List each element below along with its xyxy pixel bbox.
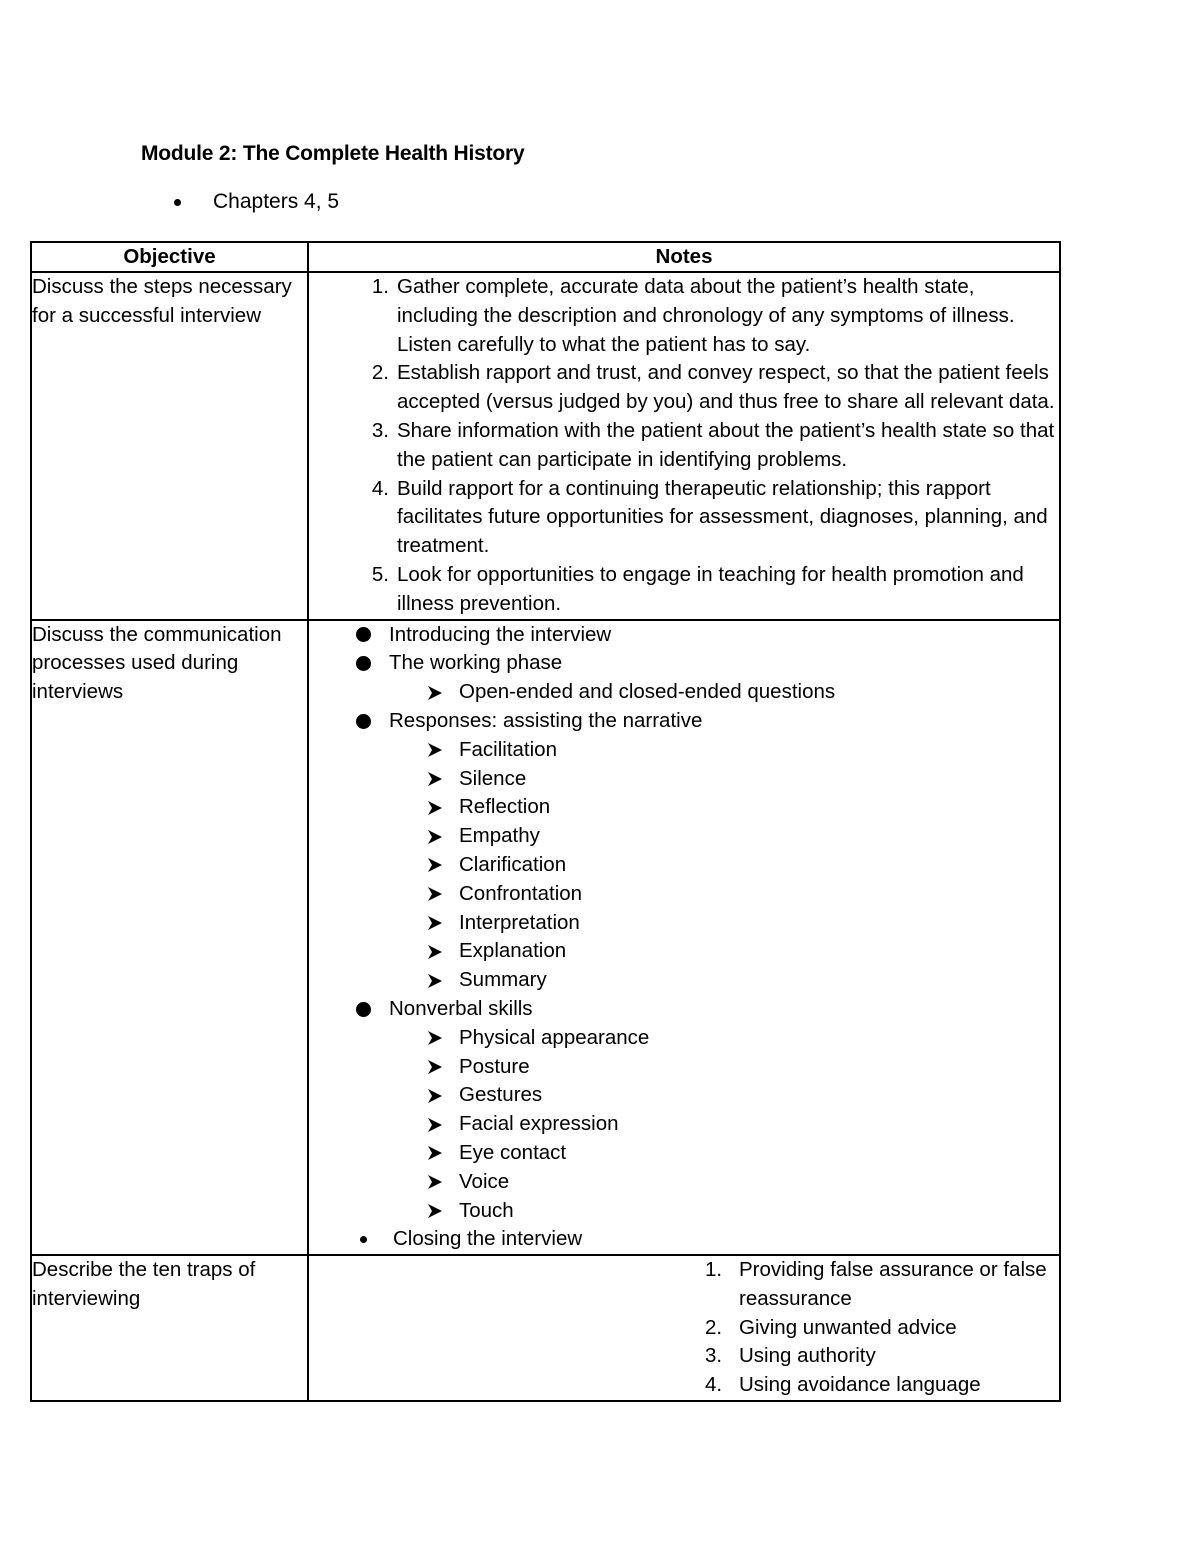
item-number: 4. [371,476,389,500]
sub-list-item [309,793,1059,822]
arrowhead-icon [427,915,443,931]
objective-cell: Discuss the communication processes used during interviews [31,620,308,1256]
item-text: Look for opportunities to engage in teaching for health promotion and illness prevention. [397,562,1024,615]
arrowhead-icon [427,1030,443,1046]
item-number: 3. [371,418,389,442]
item-text: Introducing the interview [389,622,612,646]
sub-list-item [309,909,1059,938]
objective-cell: Describe the ten traps of interviewing [31,1255,308,1401]
list-item [309,621,1059,650]
table-header-row [31,242,1060,272]
table-row [31,272,1060,620]
item-text: Gestures [459,1083,543,1107]
sub-list-item [309,1168,1059,1197]
arrowhead-icon [427,973,443,989]
arrowhead-icon [427,1088,443,1104]
header-notes: Notes [308,242,1060,272]
item-number: 4. [705,1373,723,1397]
arrowhead-icon [427,829,443,845]
item-text: Interpretation [459,910,580,934]
sub-list-item [309,736,1059,765]
item-text: Using authority [739,1344,876,1368]
sub-list-item [309,880,1059,909]
bullet-icon [360,1236,367,1243]
item-number: 1. [371,275,389,298]
arrowhead-icon [427,857,443,873]
item-text: Voice [459,1169,510,1193]
sub-list [309,736,1059,995]
item-text: Eye contact [459,1140,567,1164]
item-text: Posture [459,1054,530,1078]
list-item [309,1225,1059,1254]
item-text: Reflection [459,795,551,819]
sub-list-item [309,1024,1059,1053]
list-item [309,1371,1059,1400]
arrowhead-icon [427,742,443,758]
list-item [309,417,1059,475]
item-text: Gather complete, accurate data about the patient’s health state, including the description and chronology of any symptoms of illness. Listen carefully to what the patient has to say. [397,275,1015,356]
item-number: 2. [705,1315,723,1339]
item-text: Giving unwanted advice [739,1315,957,1339]
arrowhead-icon [427,771,443,787]
numbered-list [309,273,1059,619]
arrowhead-icon [427,1203,443,1219]
sub-list-item [309,851,1059,880]
arrowhead-icon [427,1174,443,1190]
notes-cell [308,1255,1060,1401]
sub-list-item [309,765,1059,794]
item-text: Facial expression [459,1112,619,1136]
item-text: Closing the interview [393,1227,583,1251]
bullet-icon [356,656,371,671]
bullet-icon [356,627,371,642]
item-text: The working phase [389,651,563,675]
page-title: Module 2: The Complete Health History [141,142,525,165]
list-item [309,1256,1059,1314]
arrowhead-icon [427,1145,443,1161]
item-text: Establish rapport and trust, and convey respect, so that the patient feels accepted (versus judged by you) and thus free to share all relevant data. [397,361,1055,414]
item-text: Touch [459,1198,514,1222]
chapters-text: Chapters 4, 5 [213,190,340,213]
table-row [31,1255,1060,1401]
arrowhead-icon [427,944,443,960]
notes-cell [308,272,1060,620]
sub-list [309,1024,1059,1226]
arrowhead-icon [427,1059,443,1075]
item-text: Responses: assisting the narrative [389,708,703,732]
list-item [309,273,1059,359]
table-row [31,620,1060,1256]
arrowhead-icon [427,1117,443,1133]
list-item [309,1342,1059,1371]
sub-list-item [309,1053,1059,1082]
item-number: 2. [371,361,389,385]
list-item [309,561,1059,619]
objective-cell: Discuss the steps necessary for a successful interview [31,272,308,620]
sub-list-item [309,1081,1059,1110]
item-text: Build rapport for a continuing therapeutic relationship; this rapport facilitates future opportunities for assessment, diagnoses, planning, and treatment. [397,476,1048,558]
item-text: Providing false assurance or false reassurance [739,1258,1047,1310]
item-number: 1. [705,1258,723,1282]
list-item [309,707,1059,736]
sub-list-item [309,1197,1059,1226]
item-text: Empathy [459,824,540,848]
bullet-dot-icon [174,199,181,206]
sub-list-item [309,678,1059,707]
item-text: Summary [459,968,547,992]
sub-list-item [309,937,1059,966]
sub-list [309,678,1059,707]
list-item [309,995,1059,1024]
bullet-icon [356,714,371,729]
list-item [309,1314,1059,1343]
list-item [309,475,1059,561]
item-number: 3. [705,1344,723,1368]
item-text: Clarification [459,852,567,876]
arrowhead-icon [427,886,443,902]
item-text: Nonverbal skills [389,996,533,1020]
arrowhead-icon [427,800,443,816]
sub-list-item [309,966,1059,995]
notes-cell [308,620,1060,1256]
objectives-table [30,241,1061,1402]
header-objective: Objective [31,242,308,272]
arrowhead-icon [427,685,443,701]
sub-list-item [309,1110,1059,1139]
item-text: Facilitation [459,737,557,761]
bullet-icon [356,1002,371,1017]
item-text: Confrontation [459,881,583,905]
item-text: Open-ended and closed-ended questions [459,680,836,704]
item-text: Share information with the patient about the patient’s health state so that the patient can participate in identifying problems. [397,418,1055,471]
sub-list-item [309,822,1059,851]
item-text: Silence [459,766,527,790]
item-text: Using avoidance language [739,1373,981,1397]
item-text: Explanation [459,939,567,963]
item-number: 5. [371,562,389,586]
sub-list-item [309,1139,1059,1168]
chapters-bullet [174,190,339,214]
item-text: Physical appearance [459,1025,650,1049]
list-item [309,649,1059,678]
list-item [309,359,1059,417]
